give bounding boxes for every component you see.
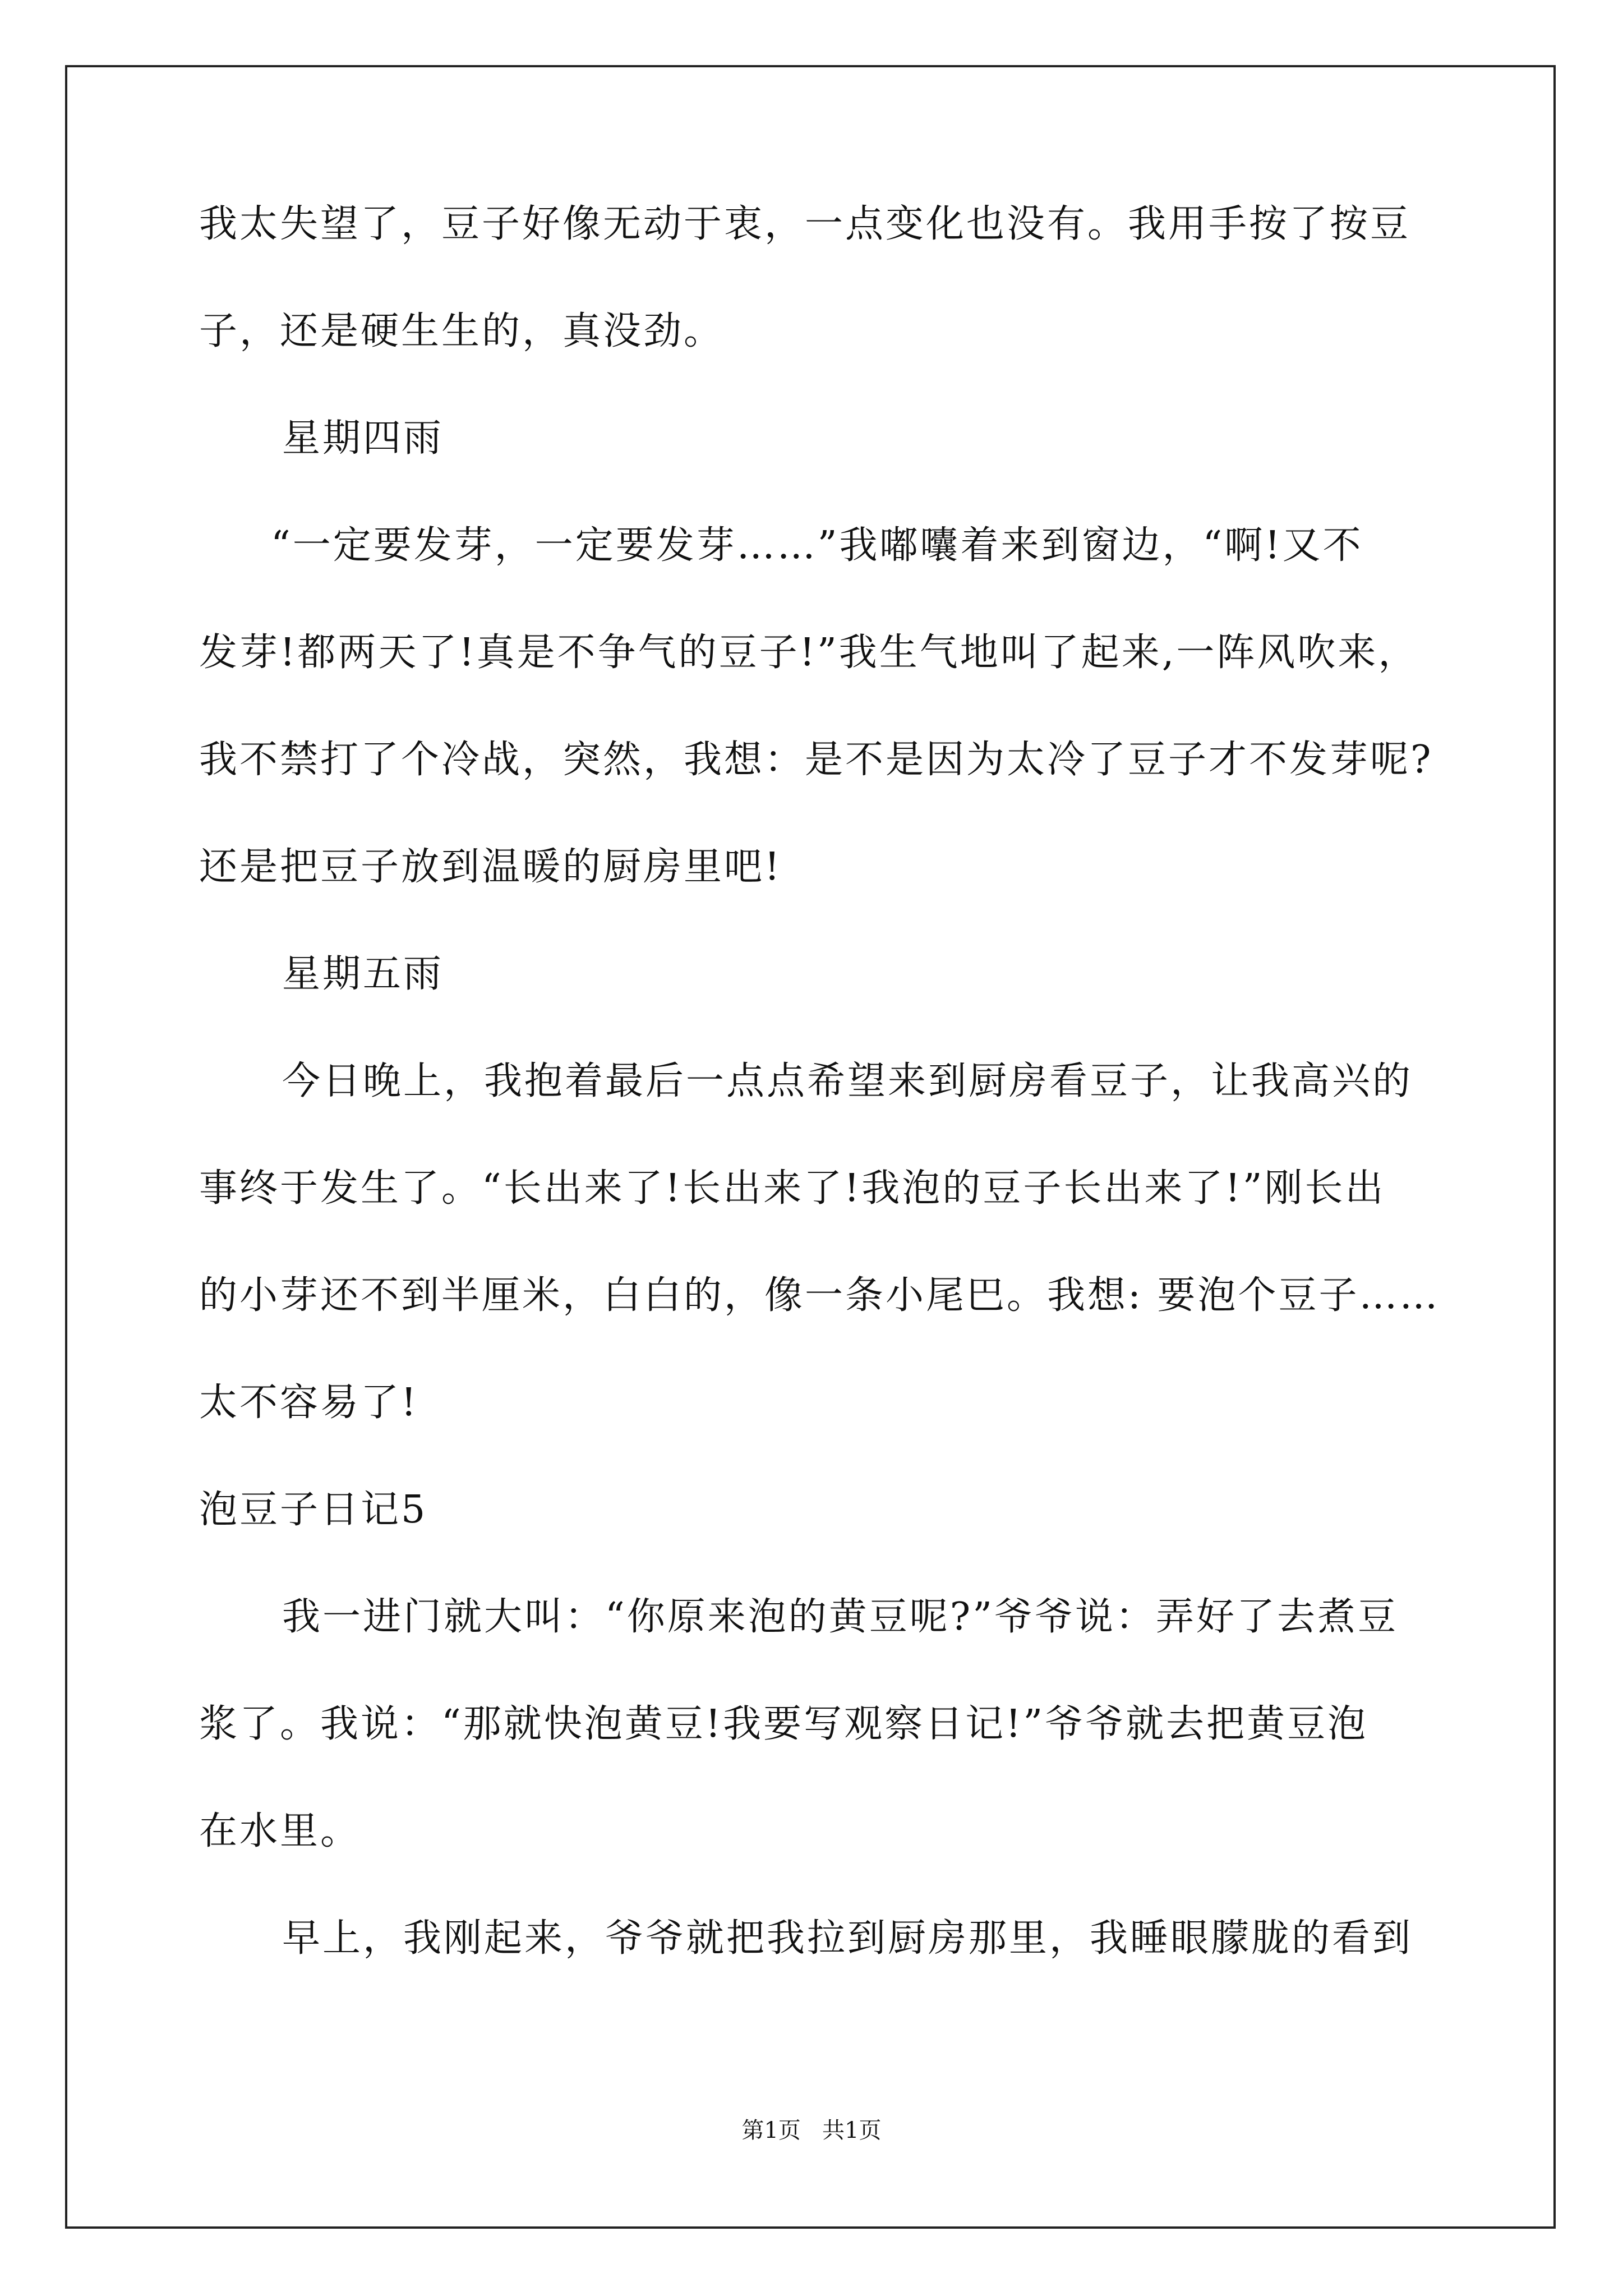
page-number-footer: 第1页 共1页 [741,2118,882,2143]
diary-date-heading: 星期四雨 [282,416,444,461]
document-body [199,202,1440,2023]
paragraph-line: 的小芽还不到半厘米，白白的，像一条小尾巴。我想: 要泡个豆子…… [199,1273,1440,1318]
paragraph-line: 还是把豆子放到温暖的厨房里吧! [199,845,782,889]
paragraph-line: 我不禁打了个冷战，突然，我想：是不是因为太冷了豆子才不发芽呢? [199,738,1433,782]
paragraph-line: “一定要发芽，一定要发芽……”我嘟囔着来到窗边，“啊!又不 [271,523,1363,568]
section-title: 泡豆子日记5 [199,1488,428,1532]
paragraph-line: 子，还是硬生生的，真没劲。 [199,309,725,353]
paragraph-line: 早上，我刚起来，爷爷就把我拉到厨房那里，我睡眼朦胧的看到 [282,1916,1413,1961]
paragraph-line: 发芽!都两天了!真是不争气的豆子!”我生气地叫了起来,一阵风吹来， [199,631,1419,675]
paragraph-line: 太不容易了! [199,1381,419,1425]
paragraph-line: 在水里。 [199,1809,361,1853]
paragraph-line: 我一进门就大叫：“你原来泡的黄豆呢?”爷爷说：弄好了去煮豆 [282,1595,1398,1639]
paragraph-line: 我太失望了，豆子好像无动于衷，一点变化也没有。我用手按了按豆 [199,202,1411,246]
paragraph-line: 事终于发生了。“长出来了!长出来了!我泡的豆子长出来了!”刚长出 [199,1166,1386,1211]
paragraph-line: 浆了。我说：“那就快泡黄豆!我要写观察日记!”爷爷就去把黄豆泡 [199,1702,1368,1746]
diary-date-heading: 星期五雨 [282,952,444,996]
paragraph-line: 今日晚上，我抱着最后一点点希望来到厨房看豆子，让我高兴的 [282,1059,1413,1103]
